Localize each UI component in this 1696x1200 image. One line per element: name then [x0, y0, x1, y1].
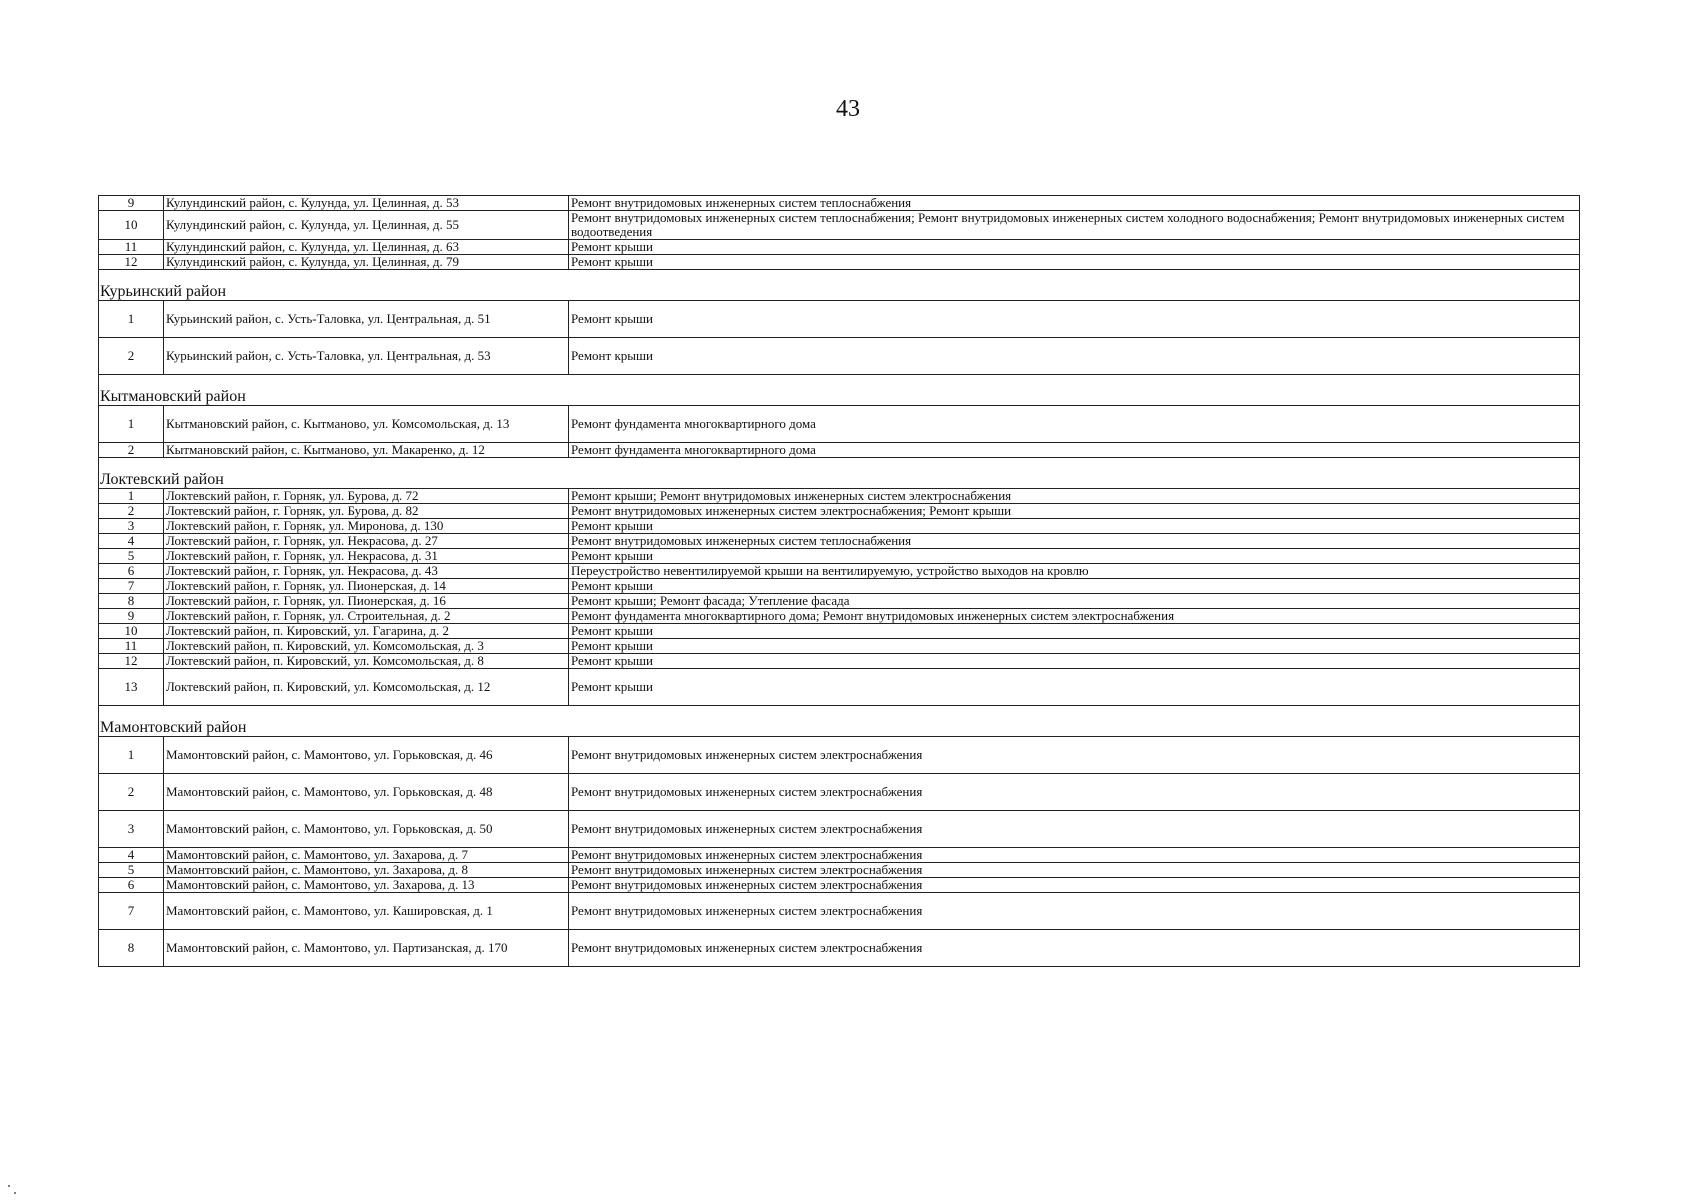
- row-number: 6: [99, 878, 164, 893]
- table-row: [99, 534, 1580, 549]
- scan-speck: [14, 1192, 16, 1194]
- row-address: Локтевский район, г. Горняк, ул. Миронова, д. 130: [164, 519, 569, 534]
- row-number: 7: [99, 579, 164, 594]
- row-address: Мамонтовский район, с. Мамонтово, ул. Горьковская, д. 50: [164, 811, 569, 848]
- table-row: [99, 774, 1580, 811]
- row-number: 8: [99, 594, 164, 609]
- table-row: [99, 564, 1580, 579]
- row-work: Ремонт внутридомовых инженерных систем теплоснабжения: [569, 534, 1580, 549]
- section-header: [99, 458, 1580, 489]
- row-number: 4: [99, 534, 164, 549]
- row-work: Ремонт крыши: [569, 255, 1580, 270]
- row-number: 1: [99, 737, 164, 774]
- row-number: 1: [99, 301, 164, 338]
- row-work: Ремонт внутридомовых инженерных систем теплоснабжения: [569, 196, 1580, 211]
- row-address: Локтевский район, г. Горняк, ул. Некрасова, д. 31: [164, 549, 569, 564]
- table-row: [99, 624, 1580, 639]
- row-number: 3: [99, 519, 164, 534]
- row-work: Ремонт крыши: [569, 549, 1580, 564]
- section-title: Мамонтовский район: [99, 706, 1580, 737]
- row-address: Мамонтовский район, с. Мамонтово, ул. Горьковская, д. 48: [164, 774, 569, 811]
- page-number: 43: [836, 96, 860, 122]
- row-number: 13: [99, 669, 164, 706]
- row-number: 11: [99, 639, 164, 654]
- table-row: [99, 863, 1580, 878]
- row-number: 11: [99, 240, 164, 255]
- scan-speck: [8, 1185, 10, 1187]
- table-row: [99, 811, 1580, 848]
- row-work: Ремонт крыши: [569, 639, 1580, 654]
- row-address: Локтевский район, г. Горняк, ул. Бурова, д. 82: [164, 504, 569, 519]
- table-row: [99, 549, 1580, 564]
- row-work: Ремонт крыши: [569, 579, 1580, 594]
- row-address: Локтевский район, г. Горняк, ул. Пионерская, д. 14: [164, 579, 569, 594]
- row-number: 1: [99, 406, 164, 443]
- row-number: 5: [99, 863, 164, 878]
- table-row: [99, 893, 1580, 930]
- section-header: [99, 706, 1580, 737]
- table-row: [99, 848, 1580, 863]
- row-address: Кытмановский район, с. Кытманово, ул. Макаренко, д. 12: [164, 443, 569, 458]
- row-number: 5: [99, 549, 164, 564]
- row-address: Мамонтовский район, с. Мамонтово, ул. Кашировская, д. 1: [164, 893, 569, 930]
- row-number: 7: [99, 893, 164, 930]
- works-table: [98, 195, 1580, 967]
- row-address: Мамонтовский район, с. Мамонтово, ул. Захарова, д. 13: [164, 878, 569, 893]
- row-work: Ремонт крыши: [569, 654, 1580, 669]
- table-row: [99, 443, 1580, 458]
- table-row: [99, 519, 1580, 534]
- table-row: [99, 654, 1580, 669]
- row-address: Локтевский район, г. Горняк, ул. Некрасова, д. 27: [164, 534, 569, 549]
- row-address: Мамонтовский район, с. Мамонтово, ул. Захарова, д. 7: [164, 848, 569, 863]
- row-work: Ремонт внутридомовых инженерных систем электроснабжения: [569, 811, 1580, 848]
- row-number: 10: [99, 624, 164, 639]
- row-address: Мамонтовский район, с. Мамонтово, ул. Захарова, д. 8: [164, 863, 569, 878]
- section-header: [99, 375, 1580, 406]
- section-title: Кытмановский район: [99, 375, 1580, 406]
- row-address: Локтевский район, г. Горняк, ул. Строительная, д. 2: [164, 609, 569, 624]
- row-work: Ремонт крыши: [569, 624, 1580, 639]
- row-number: 1: [99, 489, 164, 504]
- row-work: Ремонт внутридомовых инженерных систем электроснабжения: [569, 863, 1580, 878]
- row-address: Локтевский район, г. Горняк, ул. Бурова, д. 72: [164, 489, 569, 504]
- table-row: [99, 930, 1580, 967]
- table-row: [99, 579, 1580, 594]
- table-row: [99, 489, 1580, 504]
- row-address: Мамонтовский район, с. Мамонтово, ул. Горьковская, д. 46: [164, 737, 569, 774]
- row-work: Ремонт фундамента многоквартирного дома: [569, 406, 1580, 443]
- row-number: 9: [99, 609, 164, 624]
- section-title: Курьинский район: [99, 270, 1580, 301]
- row-work: Ремонт крыши; Ремонт внутридомовых инженерных систем электроснабжения: [569, 489, 1580, 504]
- row-address: Кулундинский район, с. Кулунда, ул. Целинная, д. 55: [164, 211, 569, 240]
- table-row: [99, 878, 1580, 893]
- row-number: 9: [99, 196, 164, 211]
- section-header: [99, 270, 1580, 301]
- row-address: Кулундинский район, с. Кулунда, ул. Целинная, д. 79: [164, 255, 569, 270]
- row-work: Ремонт фундамента многоквартирного дома: [569, 443, 1580, 458]
- row-address: Локтевский район, п. Кировский, ул. Гагарина, д. 2: [164, 624, 569, 639]
- row-address: Локтевский район, г. Горняк, ул. Некрасова, д. 43: [164, 564, 569, 579]
- table-row: [99, 609, 1580, 624]
- row-work: Ремонт крыши; Ремонт фасада; Утепление фасада: [569, 594, 1580, 609]
- table-row: [99, 196, 1580, 211]
- row-work: Ремонт внутридомовых инженерных систем электроснабжения; Ремонт крыши: [569, 504, 1580, 519]
- row-number: 2: [99, 504, 164, 519]
- table-row: [99, 594, 1580, 609]
- row-number: 3: [99, 811, 164, 848]
- row-work: Ремонт внутридомовых инженерных систем теплоснабжения; Ремонт внутридомовых инженерных систем холодного водоснабжения; Ремонт внутридомовых инженерных систем водоотведения: [569, 211, 1580, 240]
- row-work: Ремонт крыши: [569, 240, 1580, 255]
- row-address: Мамонтовский район, с. Мамонтово, ул. Партизанская, д. 170: [164, 930, 569, 967]
- row-address: Локтевский район, п. Кировский, ул. Комсомольская, д. 12: [164, 669, 569, 706]
- row-address: Локтевский район, п. Кировский, ул. Комсомольская, д. 3: [164, 639, 569, 654]
- table-row: [99, 255, 1580, 270]
- row-address: Курьинский район, с. Усть-Таловка, ул. Центральная, д. 53: [164, 338, 569, 375]
- row-number: 4: [99, 848, 164, 863]
- row-work: Ремонт крыши: [569, 669, 1580, 706]
- row-number: 6: [99, 564, 164, 579]
- row-work: Ремонт внутридомовых инженерных систем электроснабжения: [569, 848, 1580, 863]
- row-work: Ремонт внутридомовых инженерных систем электроснабжения: [569, 930, 1580, 967]
- row-address: Локтевский район, г. Горняк, ул. Пионерская, д. 16: [164, 594, 569, 609]
- row-work: Ремонт внутридомовых инженерных систем электроснабжения: [569, 878, 1580, 893]
- row-number: 12: [99, 255, 164, 270]
- row-work: Ремонт фундамента многоквартирного дома; Ремонт внутридомовых инженерных систем электроснабжения: [569, 609, 1580, 624]
- row-address: Локтевский район, п. Кировский, ул. Комсомольская, д. 8: [164, 654, 569, 669]
- table-row: [99, 737, 1580, 774]
- row-work: Ремонт внутридомовых инженерных систем электроснабжения: [569, 774, 1580, 811]
- row-address: Кытмановский район, с. Кытманово, ул. Комсомольская, д. 13: [164, 406, 569, 443]
- table-row: [99, 639, 1580, 654]
- table-row: [99, 240, 1580, 255]
- row-address: Кулундинский район, с. Кулунда, ул. Целинная, д. 63: [164, 240, 569, 255]
- row-work: Ремонт крыши: [569, 519, 1580, 534]
- table-row: [99, 406, 1580, 443]
- section-title: Локтевский район: [99, 458, 1580, 489]
- row-number: 2: [99, 774, 164, 811]
- row-work: Ремонт крыши: [569, 338, 1580, 375]
- row-number: 12: [99, 654, 164, 669]
- row-work: Ремонт крыши: [569, 301, 1580, 338]
- row-work: Ремонт внутридомовых инженерных систем электроснабжения: [569, 737, 1580, 774]
- table-row: [99, 504, 1580, 519]
- table-row: [99, 211, 1580, 240]
- row-number: 10: [99, 211, 164, 240]
- row-work: Ремонт внутридомовых инженерных систем электроснабжения: [569, 893, 1580, 930]
- row-number: 2: [99, 443, 164, 458]
- row-work: Переустройство невентилируемой крыши на вентилируемую, устройство выходов на кровлю: [569, 564, 1580, 579]
- row-number: 8: [99, 930, 164, 967]
- row-number: 2: [99, 338, 164, 375]
- table-row: [99, 301, 1580, 338]
- row-address: Кулундинский район, с. Кулунда, ул. Целинная, д. 53: [164, 196, 569, 211]
- row-address: Курьинский район, с. Усть-Таловка, ул. Центральная, д. 51: [164, 301, 569, 338]
- table-row: [99, 669, 1580, 706]
- table-row: [99, 338, 1580, 375]
